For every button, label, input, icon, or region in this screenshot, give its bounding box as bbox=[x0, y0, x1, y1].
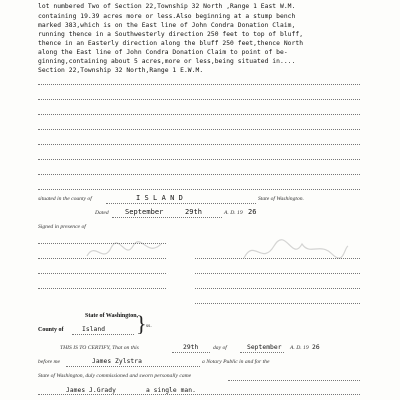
grantor-underline bbox=[38, 394, 360, 395]
grantor-name: James J.Grady bbox=[66, 387, 116, 394]
signature-line bbox=[195, 273, 360, 274]
venue-ss: ss. bbox=[146, 323, 152, 329]
blank-line bbox=[38, 84, 360, 85]
blank-line bbox=[38, 99, 360, 100]
certify-year: 26 bbox=[312, 344, 320, 351]
blank-line bbox=[38, 159, 360, 160]
blank-line bbox=[38, 189, 360, 190]
witness-line bbox=[38, 273, 166, 274]
certify-day-label: day of bbox=[213, 345, 227, 351]
certify-sworn-line: State of Washington, duly commissioned and sworn personally came bbox=[38, 373, 192, 379]
description-line-4: running thence in a Southwesterly direction 250 feet to top of bluff, bbox=[38, 31, 304, 38]
description-line-2: containing 19.39 acres more or less.Also beginning at a stump bench bbox=[38, 13, 296, 20]
description-line-7: ginning,containing about 5 acres,more or less,being situated in.... bbox=[38, 58, 296, 65]
description-line-3: marked 383,which is on the East line of John Condra Donation Claim, bbox=[38, 22, 296, 29]
certify-month: September bbox=[247, 344, 282, 351]
venue-county-label: County of bbox=[38, 327, 64, 333]
certify-month-underline bbox=[240, 352, 284, 353]
dated-year-prefix: A. D. 19 bbox=[224, 210, 243, 216]
certify-day-underline bbox=[172, 352, 210, 353]
signature-line bbox=[195, 303, 360, 304]
dated-day: 29th bbox=[185, 208, 203, 216]
dated-underline bbox=[112, 217, 222, 218]
venue-state: State of Washington, bbox=[85, 313, 139, 319]
signed-label: Signed in presence of bbox=[38, 224, 86, 230]
venue-county-underline bbox=[72, 334, 134, 335]
signature-line bbox=[195, 288, 360, 289]
certify-notary-suffix: a Notary Public in and for the bbox=[202, 359, 270, 365]
dated-label: Dated bbox=[95, 210, 109, 216]
venue-brace: } bbox=[136, 311, 147, 336]
dated-month: September bbox=[125, 208, 164, 216]
blank-line bbox=[38, 174, 360, 175]
witness-line bbox=[38, 288, 166, 289]
certify-year-prefix: A. D. 19 bbox=[290, 345, 309, 351]
county-underline bbox=[106, 203, 256, 204]
grantor-status: a single man. bbox=[146, 387, 196, 394]
notary-underline bbox=[66, 366, 200, 367]
situated-state: State of Washington. bbox=[258, 196, 304, 202]
faint-signature-mark bbox=[85, 236, 165, 266]
situated-label: situated in the county of bbox=[38, 196, 92, 202]
certify-day: 29th bbox=[183, 344, 199, 351]
situated-county: I S L A N D bbox=[136, 194, 183, 202]
certify-before-me: before me bbox=[38, 359, 61, 365]
faint-signature-mark bbox=[240, 236, 350, 266]
description-line-1: lot numbered Two of Section 22,Township 32 North ,Range 1 East W.M. bbox=[38, 3, 296, 10]
venue-county: Island bbox=[82, 326, 106, 333]
certify-notary: James Zylstra bbox=[92, 358, 142, 365]
description-line-8: Section 22,Township 32 North,Range 1 E.W.M. bbox=[38, 67, 204, 74]
blank-line bbox=[38, 144, 360, 145]
dated-year: 26 bbox=[248, 208, 257, 216]
sworn-underline bbox=[228, 380, 360, 381]
blank-line bbox=[38, 114, 360, 115]
blank-line bbox=[38, 129, 360, 130]
certify-prefix: THIS IS TO CERTIFY, That on this bbox=[60, 345, 139, 351]
description-line-6: along the East line of John Condra Donation Claim to point of be- bbox=[38, 49, 288, 56]
description-line-5: thence in an Easterly direction along the bluff 250 feet,thence North bbox=[38, 40, 304, 47]
